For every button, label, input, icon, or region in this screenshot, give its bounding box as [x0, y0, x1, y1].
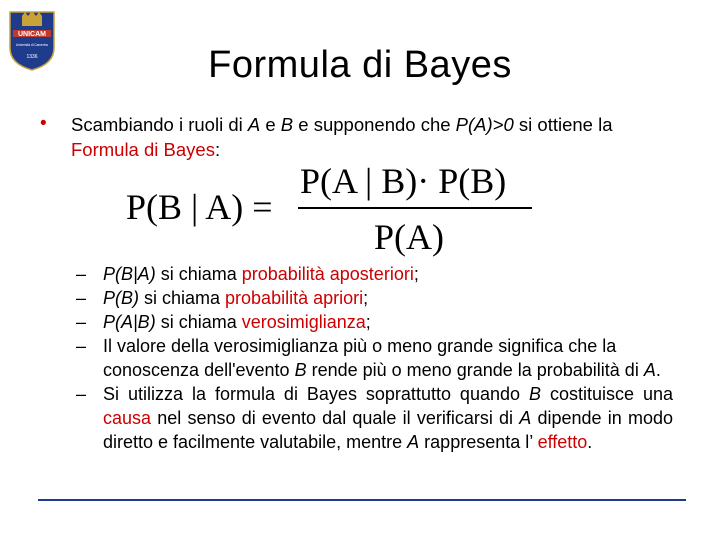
item-text: Si utilizza la formula di Bayes soprattutto quando — [103, 384, 529, 404]
list-item — [70, 382, 673, 454]
var-a: A — [407, 432, 420, 452]
bayes-formula — [112, 155, 552, 265]
intro-text-1: Scambiando i ruoli di — [71, 114, 248, 135]
highlight: verosimiglianza — [241, 312, 366, 332]
item-text: si chiama — [139, 288, 226, 308]
dash-icon: – — [76, 384, 87, 404]
item-text: si chiama — [155, 312, 242, 332]
formula-denominator: P(A) — [374, 217, 444, 257]
intro-text-2: e — [260, 114, 281, 135]
dash-icon: – — [76, 264, 87, 284]
list-item — [70, 286, 673, 310]
footer-rule — [38, 499, 686, 501]
formula-numerator: P(A | B)· P(B) — [300, 161, 507, 201]
item-end: ; — [413, 264, 419, 284]
slide-title — [0, 44, 720, 87]
highlight: probabilità apriori — [225, 288, 364, 308]
term: P(A|B) — [103, 312, 156, 332]
term: P(B|A) — [103, 264, 156, 284]
definitions-list — [70, 262, 673, 454]
term: P(B) — [103, 288, 139, 308]
dash-icon: – — [76, 288, 87, 308]
item-text: dipende in modo diretto e facilmente valutabile, mentre — [103, 408, 673, 452]
intro-text-5: : — [214, 139, 221, 160]
intro-var-a: A — [247, 114, 261, 135]
intro-formula-name: Formula di Bayes — [71, 139, 215, 160]
dash-icon: – — [76, 336, 87, 356]
logo-name: UNICAM — [18, 31, 46, 38]
formula-lhs: P(B | A) = — [126, 187, 273, 227]
bullet-icon: • — [40, 113, 47, 134]
item-text: Il valore della verosimiglianza più o meno grande significa che la conoscenza dell'evento — [103, 336, 617, 380]
var-a: A — [519, 408, 532, 428]
intro-text-3: e supponendo che — [293, 114, 456, 135]
intro-condition: P(A)>0 — [455, 114, 514, 135]
intro-var-b: B — [280, 114, 294, 135]
list-item — [70, 310, 673, 334]
item-text: nel senso di evento dal quale il verificarsi di — [151, 408, 520, 428]
intro-text-4: si ottiene la — [513, 114, 613, 135]
highlight-causa: causa — [103, 408, 152, 428]
item-text: rende più o meno grande la probabilità di — [306, 360, 644, 380]
dash-icon: – — [76, 312, 87, 332]
slide-title-text: Formula di Bayes — [208, 44, 512, 86]
item-end: ; — [365, 312, 371, 332]
item-text: si chiama — [155, 264, 242, 284]
logo-year: 1336 — [26, 54, 38, 60]
item-text: costituisce una — [540, 384, 673, 404]
var-b: B — [528, 384, 541, 404]
list-item — [70, 262, 673, 286]
item-end: . — [587, 432, 593, 452]
highlight-effetto: effetto — [537, 432, 588, 452]
item-end: . — [655, 360, 661, 380]
item-end: ; — [363, 288, 369, 308]
item-text: rappresenta l’ — [419, 432, 538, 452]
list-item — [70, 334, 673, 382]
var-b: B — [294, 360, 307, 380]
highlight: probabilità aposteriori — [241, 264, 414, 284]
var-a: A — [643, 360, 656, 380]
logo-subtitle: Università di Camerino — [15, 43, 49, 47]
